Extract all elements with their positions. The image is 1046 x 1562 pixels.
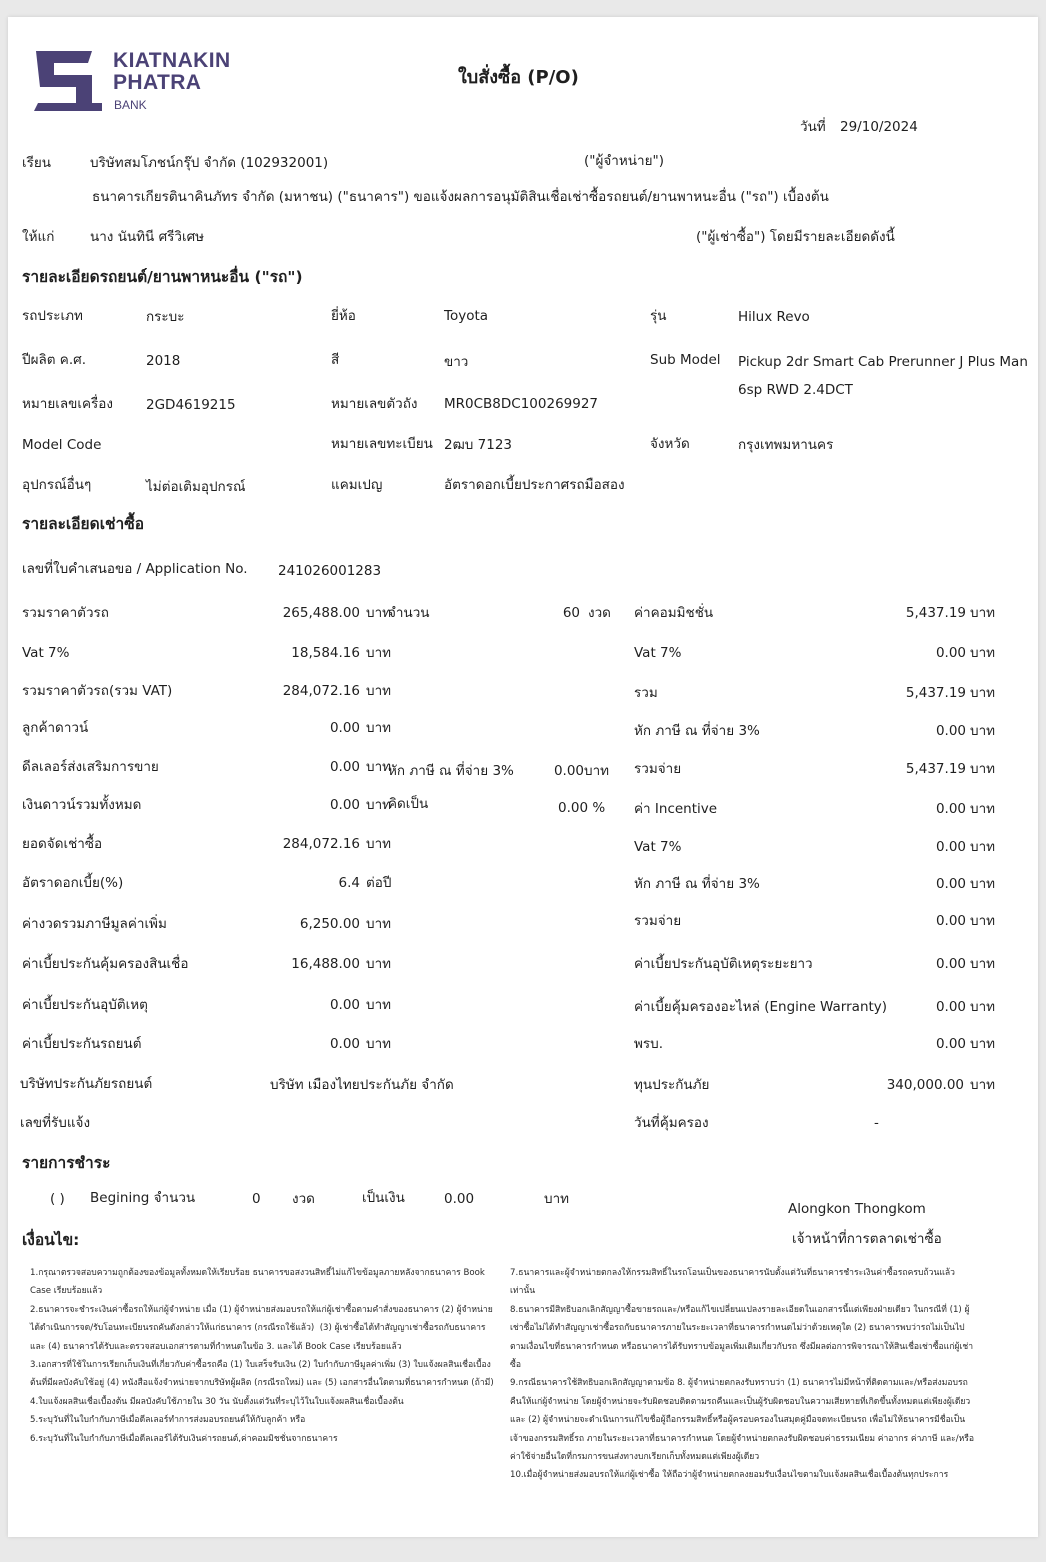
application-no-value: 241026001283 <box>278 563 382 579</box>
engine-no-label: หมายเลขเครื่อง <box>22 396 113 412</box>
hp-left-value: 265,488.00 <box>282 605 360 621</box>
payment-checkbox: ( ) <box>50 1191 65 1207</box>
coverage-date-value: - <box>874 1115 879 1131</box>
hp-left-unit: บาท <box>366 797 392 813</box>
vehicle-type-label: รถประเภท <box>22 308 83 324</box>
brand-value: Toyota <box>444 308 489 324</box>
hp-left-label: ค่าเบี้ยประกันรถยนต์ <box>22 1036 142 1052</box>
conditions-heading: เงื่อนไข: <box>22 1231 80 1249</box>
officer-name: Alongkon Thongkom <box>788 1201 926 1217</box>
hp-left-label: เงินดาวน์รวมทั้งหมด <box>22 797 142 813</box>
conditions-right-text: 7.ธนาคารและผู้จำหน่ายตกลงให้กรรมสิทธิ์ในรถโอนเป็นของธนาคารนับตั้งแต่วันที่ธนาคารชำระเงินค่าซื้อรถครบถ้วนแล้วเท่านั้น 8.ธนาคารมีสิทธิบอกเลิกสัญญาซื้อขายรถและ/หรือแก้ไขเปลี่ยนแปลงรายละเอียดในเอกสารนี้แต่เพียงฝ่ายเดียว ในกรณีที่ (1) ผู้เช่าซื้อไม่ได้ทำสัญญาเช่าซื้อรถกับธนาคารภายในระยะเวลาที่ธนาคารกำหนดไม่ว่าด้วยเหตุใด (2) ธนาคารพบว่ารถไม่เป็นไปตามเงื่อนไขที่ธนาคารกำหนด หรือธนาคารได้รับทราบข้อมูลเพิ่มเติมเกี่ยวกับรถ ซึ่งมีผลต่อการพิจารณาให้สินเชื่อเช่าซื้อแก่ผู้เช่าซื้อ 9.กรณีธนาคารใช้สิทธิบอกเลิกสัญญาตามข้อ 8. ผู้จำหน่ายตกลงรับทราบว่า (1) ธนาคารไม่มีหน้าที่ติดตามและ/หรือส่งมอบรถคืนให้แก่ผู้จำหน่าย โดยผู้จำหน่ายจะรับผิดชอบติดตามรถคืนและเป็นผู้รับผิดชอบในความเสียหายที่เกิดขึ้นทั้งหมดแต่เพียงผู้เดียว และ (2) ผู้จำหน่ายจะดำเนินการแก้ไขชื่อผู้ถือกรรมสิทธิ์หรือผู้ครอบครองในสมุดคู่มือจดทะเบียนรถ เพื่อไม่ให้ธนาคารมีชื่อเป็นเจ้าของกรรมสิทธิ์รถ ภายในระยะเวลาที่ธนาคารกำหนด โดยผู้จำหน่ายตกลงรับผิดชอบค่าธรรมเนียม ค่าอากร ค่าภาษี และ/หรือค่าใช้จ่ายอื่นใดที่กรมการขนส่งทางบกเรียกเก็บทั้งหมดแต่เพียงผู้เดียว 10.เมื่อผู้จำหน่ายส่งมอบรถให้แก่ผู้เช่าซื้อ ให้ถือว่าผู้จำหน่ายตกลงยอมรับเงื่อนไขตามใบแจ้งผลสินเชื่อเบื้องต้นทุกประการ <box>510 1268 975 1481</box>
date-label: วันที่ <box>800 119 826 135</box>
hp-right-label: พรบ. <box>634 1036 664 1052</box>
hp-right-value: 5,437.19 <box>905 605 966 621</box>
hp-right-value: 0.00 <box>935 956 966 972</box>
province-value: กรุงเทพมหานคร <box>738 437 834 453</box>
campaign-value: อัตราดอกเบี้ยประกาศรถมือสอง <box>444 477 625 493</box>
insurer-value: บริษัท เมืองไทยประกันภัย จำกัด <box>270 1077 454 1093</box>
hp-left-unit: บาท <box>366 759 392 775</box>
hp-left-label: ดีลเลอร์ส่งเสริมการขาย <box>22 759 159 775</box>
dealer-wht-label: หัก ภาษี ณ ที่จ่าย 3% <box>388 763 514 779</box>
year-label: ปีผลิต ค.ศ. <box>22 352 86 368</box>
hp-right-value: 5,437.19 <box>905 761 966 777</box>
page-title: ใบสั่งซื้อ (P/O) <box>458 67 579 88</box>
hp-left-label: ค่าเบี้ยประกันอุบัติเหตุ <box>22 997 148 1013</box>
hp-left-value: 0.00 <box>329 997 360 1013</box>
payment-section-heading: รายการชำระ <box>22 1154 111 1172</box>
hp-right-value: 0.00 <box>935 723 966 739</box>
hp-left-unit: บาท <box>366 1036 392 1052</box>
bank-name-line1: KIATNAKIN <box>113 49 231 72</box>
model-value: Hilux Revo <box>738 309 810 325</box>
hp-right-unit: บาท <box>970 956 996 972</box>
hp-left-unit: ต่อปี <box>366 875 392 891</box>
accessory-value: ไม่ต่อเติมอุปกรณ์ <box>146 479 246 495</box>
hp-right-value: 0.00 <box>935 913 966 929</box>
bank-name-line2: PHATRA <box>113 71 202 94</box>
hp-left-unit: บาท <box>366 720 392 736</box>
hp-left-label: รวมราคาตัวรถ(รวม VAT) <box>22 683 173 699</box>
hp-left-value: 18,584.16 <box>291 645 360 661</box>
color-label: สี <box>331 352 340 368</box>
hp-right-label: Vat 7% <box>634 839 682 855</box>
customer-name: นาง นันทินี ศรีวิเศษ <box>90 229 205 245</box>
hp-left-label: ลูกค้าดาวน์ <box>22 720 89 736</box>
hp-right-unit: บาท <box>970 801 996 817</box>
amount-value: 0.00 <box>444 1191 475 1207</box>
hp-right-unit: บาท <box>970 685 996 701</box>
dealer-role: ("ผู้จำหน่าย") <box>584 153 664 169</box>
hp-right-unit: บาท <box>970 1036 996 1052</box>
hp-right-label: รวมจ่าย <box>634 913 682 929</box>
hp-left-unit: บาท <box>366 956 392 972</box>
term-value: 60 <box>562 605 580 621</box>
hp-right-label: ค่า Incentive <box>634 801 718 817</box>
province-label: จังหวัด <box>650 436 690 452</box>
hp-right-label: ค่าคอมมิชชั่น <box>634 605 714 621</box>
hp-left-value: 284,072.16 <box>282 683 360 699</box>
bank-name-line3: BANK <box>114 98 147 112</box>
hp-right-unit: บาท <box>970 876 996 892</box>
hp-right-unit: บาท <box>970 913 996 929</box>
pct-value: 0.00 % <box>558 800 606 816</box>
hp-left-label: Vat 7% <box>22 645 70 661</box>
hp-right-unit: บาท <box>970 761 996 777</box>
campaign-label: แคมเปญ <box>331 477 383 493</box>
engine-no-value: 2GD4619215 <box>146 397 236 413</box>
date-value: 29/10/2024 <box>840 119 918 135</box>
color-value: ขาว <box>444 354 469 370</box>
year-value: 2018 <box>146 353 181 369</box>
chassis-no-value: MR0CB8DC100269927 <box>444 396 599 412</box>
model-code-label: Model Code <box>22 437 102 453</box>
sum-insured-value: 340,000.00 <box>886 1077 964 1093</box>
begin-label: Begining จำนวน <box>90 1190 196 1206</box>
hp-right-unit: บาท <box>970 645 996 661</box>
hp-left-unit: บาท <box>366 836 392 852</box>
accessory-label: อุปกรณ์อื่นๆ <box>22 477 92 493</box>
insurer-label: บริษัทประกันภัยรถยนต์ <box>20 1076 153 1092</box>
dealer-wht-value: 0.00 <box>553 763 584 779</box>
hp-left-value: 6.4 <box>338 875 360 891</box>
begin-unit: งวด <box>292 1191 315 1207</box>
submodel-value-line1: Pickup 2dr Smart Cab Prerunner J Plus Man <box>738 354 1028 370</box>
hp-right-value: 0.00 <box>935 839 966 855</box>
hp-right-value: 0.00 <box>935 876 966 892</box>
dear-label: เรียน <box>22 155 52 171</box>
to-label: ให้แก่ <box>22 229 55 245</box>
hp-left-unit: บาท <box>366 683 392 699</box>
amount-unit: บาท <box>544 1191 570 1207</box>
kiatnakin-phatra-logo-icon <box>32 47 104 113</box>
officer-title: เจ้าหน้าที่การตลาดเช่าซื้อ <box>792 1231 942 1247</box>
hp-left-unit: บาท <box>366 916 392 932</box>
hp-left-unit: บาท <box>366 645 392 661</box>
hp-right-label: Vat 7% <box>634 645 682 661</box>
hp-left-unit: บาท <box>366 997 392 1013</box>
hp-right-unit: บาท <box>970 999 996 1015</box>
hp-left-label: อัตราดอกเบี้ย(%) <box>22 875 124 891</box>
hp-right-unit: บาท <box>970 605 996 621</box>
hp-left-label: ค่างวดรวมภาษีมูลค่าเพิ่ม <box>22 916 167 932</box>
hp-left-value: 0.00 <box>329 759 360 775</box>
begin-value: 0 <box>252 1191 261 1207</box>
hp-left-label: ค่าเบี้ยประกันคุ้มครองสินเชื่อ <box>22 956 189 972</box>
hp-right-label: รวม <box>634 685 658 701</box>
term-label: จำนวน <box>388 605 430 621</box>
model-label: รุ่น <box>650 308 667 324</box>
hp-right-value: 0.00 <box>935 999 966 1015</box>
hp-left-value: 6,250.00 <box>299 916 360 932</box>
hp-right-label: หัก ภาษี ณ ที่จ่าย 3% <box>634 876 760 892</box>
submodel-label: Sub Model <box>650 352 721 368</box>
customer-role: ("ผู้เช่าซื้อ") โดยมีรายละเอียดดังนี้ <box>696 229 895 245</box>
hp-left-value: 0.00 <box>329 797 360 813</box>
hp-left-label: รวมราคาตัวรถ <box>22 605 109 621</box>
hp-right-value: 0.00 <box>935 801 966 817</box>
dealer-name: บริษัทสมโภชน์กรุ๊ป จำกัด (102932001) <box>90 155 329 171</box>
amount-label: เป็นเงิน <box>362 1190 405 1206</box>
conditions-left-text: 1.กรุณาตรวจสอบความถูกต้องของข้อมูลทั้งหมดให้เรียบร้อย ธนาคารขอสงวนสิทธิ์ไม่แก้ไขข้อมูลภายหลังจากธนาคาร Book Case เรียบร้อยแล้ว 2.ธนาคารจะชำระเงินค่าซื้อรถให้แก่ผู้จำหน่าย เมื่อ (1) ผู้จำหน่ายส่งมอบรถให้แก่ผู้เช่าซื้อตามคำสั่งของธนาคาร (2) ผู้จำหน่ายได้ดำเนินการจด/รับโอนทะเบียนรถคันดังกล่าวให้แก่ธนาคาร (กรณีรถใช้แล้ว) (3) ผู้เช่าซื้อได้ทำสัญญาเช่าซื้อรถกับธนาคาร และ (4) ธนาคารได้รับและตรวจสอบเอกสารตามที่กำหนดในข้อ 3. และได้ Book Case เรียบร้อยแล้ว 3.เอกสารที่ใช้ในการเรียกเก็บเงินที่เกี่ยวกับค่าซื้อรถคือ (1) ใบเสร็จรับเงิน (2) ใบกำกับภาษีมูลค่าเพิ่ม (3) ใบแจ้งผลสินเชื่อเบื้องต้นที่มีผลบังคับใช้อยู่ (4) หนังสือแจ้งจำหน่ายจากบริษัทผู้ผลิต (กรณีรถใหม่) และ (5) เอกสารอื่นใดตามที่ธนาคารกำหนด (ถ้ามี) 4.ใบแจ้งผลสินเชื่อเบื้องต้น มีผลบังคับใช้ภายใน 30 วัน นับตั้งแต่วันที่ระบุไว้ในใบแจ้งผลสินเชื่อเบื้องต้น 5.ระบุวันที่ในใบกำกับภาษีเมื่อดีลเลอร์ทำการส่งมอบรถยนต์ให้กับลูกค้า หรือ 6.ระบุวันที่ในใบกำกับภาษีเมื่อดีลเลอร์ได้รับเงินค่ารถยนต์,ค่าคอมมิชชั่นจากธนาคาร <box>30 1268 494 1444</box>
hp-right-value: 0.00 <box>935 1036 966 1052</box>
chassis-no-label: หมายเลขตัวถัง <box>331 396 418 412</box>
hp-right-value: 5,437.19 <box>905 685 966 701</box>
hp-right-label: รวมจ่าย <box>634 761 682 777</box>
hp-left-label: ยอดจัดเช่าซื้อ <box>22 836 103 852</box>
sum-insured-label: ทุนประกันภัย <box>634 1077 710 1093</box>
vehicle-section-heading: รายละเอียดรถยนต์/ยานพาหนะอื่น ("รถ") <box>22 268 303 286</box>
hp-left-value: 16,488.00 <box>291 956 360 972</box>
coverage-date-label: วันที่คุ้มครอง <box>634 1115 709 1131</box>
hp-right-label: ค่าเบี้ยคุ้มครองอะไหล่ (Engine Warranty) <box>634 999 888 1015</box>
purchase-order-document <box>8 17 1038 1537</box>
notify-no-label: เลขที่รับแจ้ง <box>20 1115 91 1131</box>
hp-left-value: 284,072.16 <box>282 836 360 852</box>
dealer-wht-unit: บาท <box>584 763 610 779</box>
hp-left-unit: บาท <box>366 605 392 621</box>
application-no-label: เลขที่ใบคำเสนอขอ / Application No. <box>22 561 248 577</box>
sum-insured-unit: บาท <box>970 1077 996 1093</box>
intro-text: ธนาคารเกียรตินาคินภัทร จำกัด (มหาชน) ("ธนาคาร") ขอแจ้งผลการอนุมัติสินเชื่อเช่าซื้อรถยนต์/ยานพาหนะอื่น ("รถ") เบื้องต้น <box>92 189 829 205</box>
hp-right-label: หัก ภาษี ณ ที่จ่าย 3% <box>634 723 760 739</box>
brand-label: ยี่ห้อ <box>331 308 356 324</box>
hp-right-unit: บาท <box>970 839 996 855</box>
plate-label: หมายเลขทะเบียน <box>331 436 433 452</box>
hp-right-value: 0.00 <box>935 645 966 661</box>
hp-right-label: ค่าเบี้ยประกันอุบัติเหตุระยะยาว <box>634 956 813 972</box>
hp-left-value: 0.00 <box>329 720 360 736</box>
plate-value: 2ฒบ 7123 <box>444 437 513 453</box>
vehicle-type-value: กระบะ <box>146 309 185 325</box>
hp-section-heading: รายละเอียดเช่าซื้อ <box>22 515 145 533</box>
term-unit: งวด <box>588 605 611 621</box>
hp-right-unit: บาท <box>970 723 996 739</box>
submodel-value-line2: 6sp RWD 2.4DCT <box>738 382 853 398</box>
pct-label: คิดเป็น <box>388 796 429 812</box>
hp-left-value: 0.00 <box>329 1036 360 1052</box>
